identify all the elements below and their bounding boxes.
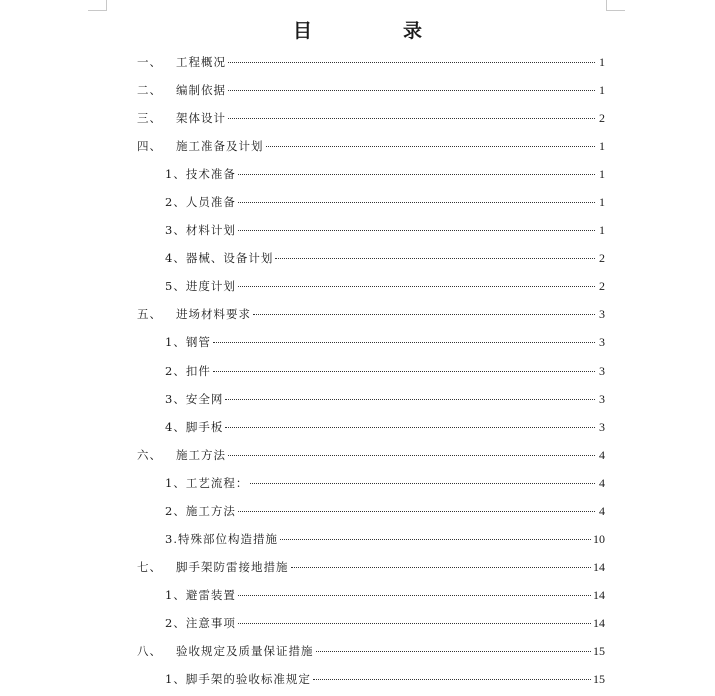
- toc-dot-leader: [228, 455, 595, 456]
- toc-entry[interactable]: [137, 609, 605, 637]
- toc-entry-title: 钢管: [185, 335, 211, 350]
- toc-entry-title: 架体设计: [176, 111, 226, 126]
- toc-entry-title: 技术准备: [185, 167, 236, 182]
- toc-entry-number: 4、: [165, 419, 186, 434]
- toc-page-number: 14: [593, 615, 605, 630]
- toc-dot-leader: [250, 483, 595, 484]
- toc-entry-number: 1、: [165, 475, 186, 490]
- toc-entry[interactable]: [137, 160, 605, 188]
- toc-page-number: 1: [599, 139, 605, 154]
- toc-entry-number: 三、: [137, 111, 162, 126]
- toc-page-number: 15: [593, 643, 605, 658]
- toc-entry-number: 3、: [165, 223, 186, 238]
- toc-entry-title: 材料计划: [185, 223, 236, 238]
- toc-entry-number: 八、: [137, 643, 162, 658]
- toc-entry-number: 2、: [165, 363, 186, 378]
- toc-entry-title: 施工方法: [185, 503, 236, 518]
- toc-entry-number: 3.: [165, 531, 178, 546]
- toc-entry[interactable]: [137, 188, 605, 216]
- toc-entry-title: 脚手架的验收标准规定: [185, 672, 311, 687]
- toc-entry-number: 六、: [137, 447, 162, 462]
- toc-entry-title: 工程概况: [176, 55, 226, 69]
- toc-entry-title: 脚手板: [185, 419, 224, 434]
- toc-dot-leader: [238, 174, 595, 175]
- page-corner-mark-right: [606, 0, 625, 11]
- toc-page-number: 3: [599, 335, 605, 350]
- toc-entry[interactable]: [137, 132, 605, 160]
- toc-entry[interactable]: [137, 637, 605, 665]
- toc-entry-number: 1、: [165, 167, 186, 182]
- toc-entry[interactable]: [137, 497, 605, 525]
- toc-entry[interactable]: [137, 76, 605, 104]
- toc-entry-title: 进场材料要求: [176, 307, 251, 322]
- toc-entry-title: 工艺流程：: [185, 475, 249, 490]
- toc-entry-title: 扣件: [185, 363, 211, 378]
- toc-entry-number: 1、: [165, 587, 186, 602]
- toc-entry[interactable]: [137, 104, 605, 132]
- toc-entry-title: 安全网: [185, 391, 224, 406]
- toc-entry-title: 验收规定及质量保证措施: [176, 643, 314, 658]
- toc-dot-leader: [238, 595, 591, 596]
- toc-dot-leader: [238, 286, 595, 287]
- toc-page-number: 1: [599, 167, 605, 182]
- toc-page-number: 4: [599, 503, 605, 518]
- toc-entry-title: 施工方法: [176, 447, 226, 462]
- toc-entry-title: 特殊部位构造措施: [177, 531, 278, 546]
- toc-page-number: 14: [593, 587, 605, 602]
- toc-entry[interactable]: [137, 272, 605, 300]
- toc-entry-number: 二、: [137, 83, 162, 98]
- toc-dot-leader: [275, 258, 595, 259]
- toc-entry-number: 5、: [165, 279, 186, 294]
- toc-dot-leader: [225, 399, 595, 400]
- toc-entry-title: 施工准备及计划: [176, 139, 264, 154]
- toc-entry[interactable]: [137, 385, 605, 413]
- toc-dot-leader: [213, 371, 595, 372]
- toc-entry[interactable]: [137, 553, 605, 581]
- toc-dot-leader: [228, 90, 595, 91]
- toc-dot-leader: [238, 623, 591, 624]
- toc-entry[interactable]: [137, 300, 605, 328]
- toc-dot-leader: [228, 118, 595, 119]
- toc-page-number: 3: [599, 307, 605, 322]
- toc-page-number: 3: [599, 363, 605, 378]
- toc-entry-title: 编制依据: [176, 83, 226, 98]
- toc-page-number: 1: [599, 55, 605, 69]
- toc-entry[interactable]: [137, 244, 605, 272]
- toc-dot-leader: [313, 679, 591, 680]
- toc-entry[interactable]: [137, 48, 605, 76]
- toc-entry[interactable]: [137, 525, 605, 553]
- toc-entry[interactable]: [137, 328, 605, 356]
- toc-page-number: 3: [599, 391, 605, 406]
- table-of-contents: [137, 48, 605, 693]
- toc-entry-number: 3、: [165, 391, 186, 406]
- toc-page-number: 15: [593, 672, 605, 687]
- toc-entry-number: 2、: [165, 195, 186, 210]
- toc-entry[interactable]: [137, 413, 605, 441]
- toc-page-number: 1: [599, 223, 605, 238]
- toc-dot-leader: [253, 314, 595, 315]
- toc-dot-leader: [238, 230, 595, 231]
- toc-entry-number: 五、: [137, 307, 162, 322]
- toc-entry-title: 器械、设备计划: [185, 251, 274, 266]
- toc-page-number: 4: [599, 475, 605, 490]
- toc-dot-leader: [291, 567, 592, 568]
- toc-title: 目 录: [292, 20, 458, 42]
- toc-entry-number: 2、: [165, 615, 186, 630]
- toc-entry-title: 注意事项: [185, 615, 236, 630]
- toc-entry[interactable]: [137, 665, 605, 693]
- toc-entry-number: 七、: [137, 559, 162, 574]
- toc-page-number: 2: [599, 251, 605, 266]
- toc-page-number: 4: [599, 447, 605, 462]
- toc-dot-leader: [213, 342, 595, 343]
- toc-page-number: 2: [599, 279, 605, 294]
- toc-page-number: 10: [593, 531, 605, 546]
- toc-entry-number: 2、: [165, 503, 186, 518]
- toc-dot-leader: [280, 539, 591, 540]
- toc-dot-leader: [225, 427, 595, 428]
- toc-entry-title: 脚手架防雷接地措施: [176, 559, 289, 574]
- toc-entry-number: 一、: [137, 55, 162, 69]
- page-corner-mark-left: [88, 0, 107, 11]
- toc-entry[interactable]: [137, 216, 605, 244]
- toc-page-number: 2: [599, 111, 605, 126]
- toc-page-number: 1: [599, 83, 605, 98]
- toc-dot-leader: [266, 146, 596, 147]
- toc-dot-leader: [238, 511, 595, 512]
- toc-entry[interactable]: [137, 581, 605, 609]
- toc-entry[interactable]: [137, 441, 605, 469]
- toc-entry-number: 1、: [165, 672, 186, 687]
- toc-entry-title: 人员准备: [185, 195, 236, 210]
- toc-entry-number: 1、: [165, 335, 186, 350]
- toc-page-number: 3: [599, 419, 605, 434]
- toc-page-number: 1: [599, 195, 605, 210]
- toc-entry-number: 4、: [165, 251, 186, 266]
- toc-page-number: 14: [593, 559, 605, 574]
- toc-entry[interactable]: [137, 357, 605, 385]
- toc-dot-leader: [238, 202, 595, 203]
- toc-dot-leader: [316, 651, 592, 652]
- toc-dot-leader: [228, 62, 595, 63]
- toc-entry[interactable]: [137, 469, 605, 497]
- toc-entry-number: 四、: [137, 139, 162, 154]
- toc-entry-title: 进度计划: [185, 279, 236, 294]
- toc-entry-title: 避雷装置: [185, 587, 236, 602]
